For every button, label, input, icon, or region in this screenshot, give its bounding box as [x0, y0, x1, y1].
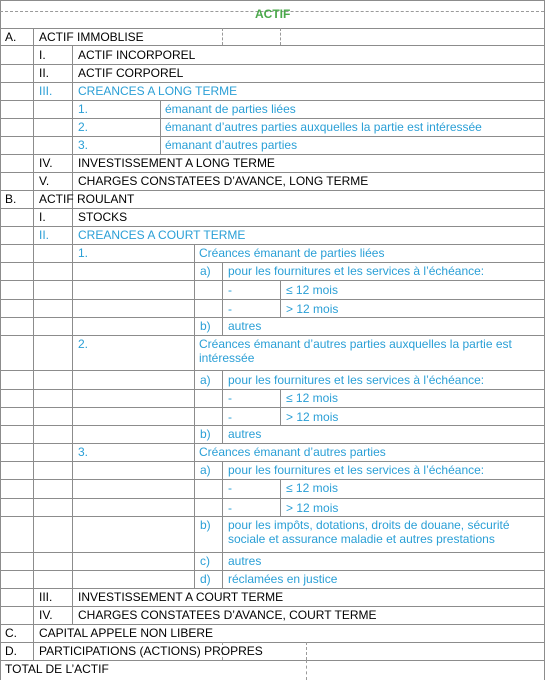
subsection-label: INVESTISSEMENT A LONG TERME — [78, 156, 275, 170]
subitem-letter: a) — [200, 264, 211, 278]
subitem-letter: a) — [200, 463, 211, 477]
subsection-number: I. — [39, 48, 46, 62]
item-label: émanant de parties liées — [165, 102, 296, 116]
subitem-label: autres — [228, 554, 262, 568]
subsection-label: CREANCES A LONG TERME — [78, 84, 238, 98]
row-divider — [0, 425, 544, 426]
item-number: 2. — [78, 120, 89, 134]
item-label: Créances émanant de parties liées — [199, 246, 385, 260]
section-label: CAPITAL APPELE NON LIBERE — [39, 626, 214, 640]
section-label: ACTIF ROULANT — [39, 192, 135, 206]
row-divider — [0, 407, 544, 408]
section-letter: C. — [5, 626, 17, 640]
column-divider — [280, 28, 281, 45]
column-divider — [222, 461, 223, 588]
total-label: TOTAL DE L’ACTIF — [5, 662, 109, 676]
column-divider — [33, 624, 34, 660]
section-letter: B. — [5, 192, 17, 206]
row-divider — [0, 100, 544, 101]
column-divider — [33, 28, 34, 642]
subsection-label: INVESTISSEMENT A COURT TERME — [78, 590, 284, 604]
maturity-label: > 12 mois — [286, 302, 339, 316]
column-divider — [160, 100, 161, 154]
subsection-number: IV. — [39, 156, 53, 170]
row-divider — [0, 606, 544, 607]
subitem-label: pour les fournitures et les services à l’échéance: — [228, 463, 485, 477]
row-divider — [0, 299, 544, 300]
item-label: émanant d’autres parties — [165, 138, 298, 152]
section-letter: D. — [5, 644, 17, 658]
row-divider — [0, 389, 544, 390]
row-divider — [0, 280, 544, 281]
row-divider — [0, 570, 544, 571]
subitem-label: autres — [228, 427, 262, 441]
row-divider — [0, 552, 544, 553]
row-divider — [0, 154, 544, 155]
column-divider — [194, 244, 195, 588]
row-divider — [0, 642, 544, 643]
subitem-letter: c) — [200, 554, 210, 568]
subsection-label: STOCKS — [78, 210, 128, 224]
item-label: Créances émanant d’autres parties — [199, 445, 386, 459]
table-border — [0, 0, 1, 680]
item-number: 2. — [78, 337, 89, 351]
maturity-dash: - — [228, 481, 232, 495]
maturity-dash: - — [228, 410, 232, 424]
subitem-label: pour les fournitures et les services à l’échéance: — [228, 373, 485, 387]
subitem-letter: b) — [200, 518, 211, 532]
row-divider — [0, 443, 544, 444]
maturity-dash: - — [228, 302, 232, 316]
subitem-label: pour les fournitures et les services à l’échéance: — [228, 264, 485, 278]
section-letter: A. — [5, 30, 17, 44]
subsection-number: V. — [39, 174, 50, 188]
item-number: 3. — [78, 445, 89, 459]
row-divider — [0, 624, 544, 625]
item-label: émanant d’autres parties auxquelles la partie est intéressée — [165, 120, 482, 134]
subitem-letter: a) — [200, 373, 211, 387]
item-number: 3. — [78, 138, 89, 152]
subsection-number: III. — [39, 590, 53, 604]
item-number: 1. — [78, 102, 89, 116]
row-divider — [0, 82, 544, 83]
row-divider — [0, 190, 544, 191]
subitem-label: réclamées en justice — [228, 572, 338, 586]
subsection-number: I. — [39, 210, 46, 224]
column-divider — [222, 370, 223, 443]
row-divider — [0, 118, 544, 119]
subitem-letter: b) — [200, 427, 211, 441]
subitem-letter: b) — [200, 319, 211, 333]
row-divider — [0, 208, 544, 209]
row-divider — [0, 226, 544, 227]
column-divider — [280, 280, 281, 317]
row-divider — [0, 45, 544, 46]
page-title: ACTIF — [255, 7, 291, 21]
maturity-dash: - — [228, 501, 232, 515]
subsection-label: ACTIF CORPOREL — [78, 66, 184, 80]
subsection-number: II. — [39, 228, 50, 242]
item-label: Créances émanant d’autres parties auxquelles la partie est intéressée — [199, 337, 512, 365]
row-divider — [0, 244, 544, 245]
maturity-label: ≤ 12 mois — [286, 283, 338, 297]
row-divider — [0, 588, 544, 589]
row-divider — [0, 317, 544, 318]
subsection-number: IV. — [39, 608, 53, 622]
subsection-number: III. — [39, 84, 53, 98]
maturity-label: > 12 mois — [286, 501, 339, 515]
maturity-dash: - — [228, 283, 232, 297]
subsection-label: CHARGES CONSTATEES D’AVANCE, LONG TERME — [78, 174, 369, 188]
maturity-label: ≤ 12 mois — [286, 391, 338, 405]
row-divider — [0, 172, 544, 173]
section-label: ACTIF IMMOBLISE — [39, 30, 144, 44]
column-divider — [306, 660, 307, 680]
row-divider — [0, 28, 544, 29]
subitem-label: autres — [228, 319, 262, 333]
row-divider — [0, 262, 544, 263]
subsection-label: CREANCES A COURT TERME — [78, 228, 246, 242]
maturity-dash: - — [228, 391, 232, 405]
column-divider — [280, 479, 281, 516]
row-divider — [0, 461, 544, 462]
column-divider — [280, 389, 281, 425]
row-divider — [0, 516, 544, 517]
row-divider — [0, 370, 544, 371]
subsection-label: CHARGES CONSTATEES D’AVANCE, COURT TERME — [78, 608, 377, 622]
maturity-label: > 12 mois — [286, 410, 339, 424]
section-label: PARTICIPATIONS (ACTIONS) PROPRES — [39, 644, 263, 658]
row-divider — [0, 136, 544, 137]
column-divider — [72, 45, 73, 624]
maturity-label: ≤ 12 mois — [286, 481, 338, 495]
row-divider — [0, 479, 544, 480]
column-divider — [222, 28, 223, 45]
subitem-letter: d) — [200, 572, 211, 586]
subsection-number: II. — [39, 66, 50, 80]
row-divider — [0, 660, 544, 661]
item-number: 1. — [78, 246, 89, 260]
row-divider — [0, 498, 544, 499]
subsection-label: ACTIF INCORPOREL — [78, 48, 196, 62]
row-divider — [0, 64, 544, 65]
column-divider — [222, 262, 223, 335]
table-border — [0, 0, 544, 1]
column-divider — [306, 642, 307, 660]
subitem-label: pour les impôts, dotations, droits de douane, sécurité sociale et assurance maladie et autres prestations — [228, 518, 510, 546]
row-divider — [0, 335, 544, 336]
